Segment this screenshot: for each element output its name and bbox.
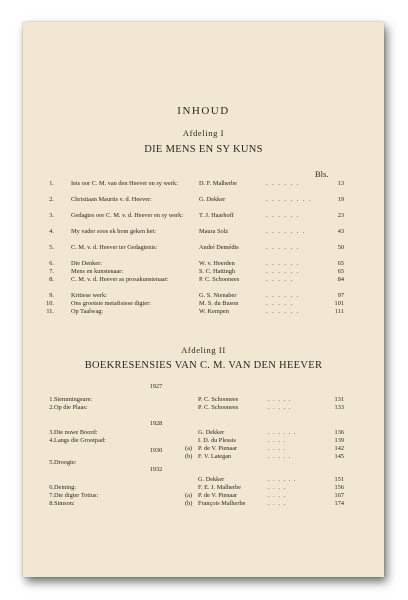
entry-leader-dots: . . . . .: [266, 300, 294, 307]
toc-entry: [40, 180, 380, 190]
entry-ref: (a): [185, 445, 192, 452]
review-entry: [40, 500, 380, 510]
entry-number: 4.: [49, 437, 54, 444]
entry-title: Die Denker:: [71, 260, 102, 267]
part2-title: BOEKRESENSIES VAN C. M. VAN DEN HEEVER: [84, 360, 323, 371]
entry-title: Simson:: [54, 500, 75, 507]
entry-leader-dots: . . . . . .: [268, 476, 297, 483]
entry-title: Op Taalwag:: [71, 308, 104, 315]
entry-number: 8.: [49, 276, 54, 283]
entry-title: Droogte:: [54, 459, 77, 466]
entry-title: My vader soos ek hom geken het:: [71, 228, 156, 235]
review-year: 1928: [149, 420, 163, 427]
entry-number: 10.: [46, 300, 54, 307]
entry-page-number: 111: [335, 308, 344, 315]
toc-entry: [40, 196, 380, 206]
review-year: 1930: [149, 447, 163, 454]
entry-title: Mens en kunstenaar:: [71, 268, 124, 275]
toc-entry: [40, 308, 380, 318]
entry-leader-dots: . . . . . .: [266, 308, 300, 315]
entry-number: 8.: [49, 500, 54, 507]
entry-reviewer: F. E. J. Malherbe: [198, 484, 241, 491]
entry-title: C. M. v. d. Heever as prosakunstenaar:: [71, 276, 169, 283]
review-entry: [40, 404, 380, 414]
entry-reviewer: I. D. du Plessis: [198, 437, 236, 444]
entry-leader-dots: . . . . . .: [266, 260, 300, 267]
entry-author: André Demédts: [199, 244, 239, 251]
entry-author: G. S. Nienaber: [199, 292, 237, 299]
entry-number: 2.: [49, 196, 54, 203]
book-page: [23, 22, 384, 577]
entry-title: Langs die Grootpad:: [54, 437, 106, 444]
entry-leader-dots: . . . . .: [268, 404, 292, 411]
entry-title: Deining:: [54, 484, 77, 491]
entry-reviewer: P. de V. Pienaar: [198, 445, 238, 452]
entry-page-number: 131: [334, 396, 344, 403]
entry-page-number: 13: [337, 180, 344, 187]
toc-entry: [40, 228, 380, 238]
entry-author: S. C. Hattingh: [199, 268, 236, 275]
entry-number: 3.: [49, 429, 54, 436]
entry-number: 11.: [46, 308, 54, 315]
entry-number: 9.: [49, 292, 54, 299]
entry-leader-dots: . . . . . .: [266, 244, 300, 251]
toc-entry: [40, 212, 380, 222]
entry-page-number: 43: [337, 228, 344, 235]
entry-author: W. v. Heerden: [199, 260, 235, 267]
entry-leader-dots: . . . . .: [266, 276, 294, 283]
entry-author: W. Kempen: [199, 308, 229, 315]
entry-leader-dots: . . . . . . . .: [266, 196, 313, 203]
entry-ref: (b): [185, 453, 193, 460]
entry-number: 7.: [49, 492, 54, 499]
entry-leader-dots: . . . . .: [268, 396, 292, 403]
entry-leader-dots: . . . . . . .: [266, 228, 306, 235]
entry-number: 5.: [49, 459, 54, 466]
toc-entry: [40, 276, 380, 286]
part1-title: DIE MENS EN SY KUNS: [144, 144, 263, 155]
entry-leader-dots: . . . . . .: [266, 292, 300, 299]
entry-page-number: 156: [334, 484, 344, 491]
entry-page-number: 133: [334, 404, 344, 411]
entry-author: M. S. du Buson: [199, 300, 239, 307]
entry-number: 4.: [49, 228, 54, 235]
part2-label: Afdeling II: [181, 345, 226, 355]
entry-page-number: 19: [337, 196, 344, 203]
entry-leader-dots: . . . . . .: [266, 180, 300, 187]
entry-author: P. C. Schoonees: [199, 276, 240, 283]
entry-page-number: 167: [334, 492, 344, 499]
entry-leader-dots: . . . . . .: [266, 268, 300, 275]
entry-number: 6.: [49, 260, 54, 267]
pages-column-header: Bls.: [315, 169, 329, 179]
entry-page-number: 65: [337, 260, 344, 267]
entry-leader-dots: . . . .: [268, 445, 287, 452]
entry-author: Maura Solz: [199, 228, 229, 235]
entry-reviewer: François Malherbe: [198, 500, 246, 507]
entry-number: 1.: [49, 396, 54, 403]
entry-reviewer: F. V. Lategan: [198, 453, 232, 460]
entry-number: 1.: [49, 180, 54, 187]
entry-reviewer: G. Dekker: [198, 476, 225, 483]
entry-page-number: 101: [334, 300, 344, 307]
entry-page-number: 145: [334, 453, 344, 460]
entry-page-number: 174: [334, 500, 344, 507]
entry-number: 7.: [49, 268, 54, 275]
entry-page-number: 50: [337, 244, 344, 251]
entry-title: Gedagtes oor C. M. v. d. Heever en sy werk:: [71, 212, 184, 219]
entry-title: Iets oor C. M. van den Heever en sy werk:: [71, 180, 178, 187]
entry-title: Die digter Totius:: [54, 492, 99, 499]
entry-ref: (a): [185, 492, 192, 499]
entry-page-number: 65: [337, 268, 344, 275]
entry-leader-dots: . . . . .: [268, 453, 292, 460]
entry-reviewer: P. de V. Pienaar: [198, 492, 238, 499]
entry-number: 5.: [49, 244, 54, 251]
entry-leader-dots: . . . .: [268, 437, 287, 444]
entry-title: Die nuwe Boord:: [54, 429, 98, 436]
entry-leader-dots: . . . . . .: [266, 212, 300, 219]
entry-page-number: 142: [334, 445, 344, 452]
entry-title: Kritiese werk:: [71, 292, 107, 299]
toc-entry: [40, 244, 380, 254]
entry-title: Ons grootste metafisiese digter:: [71, 300, 151, 307]
entry-author: G. Dekker: [199, 196, 226, 203]
entry-page-number: 151: [334, 476, 344, 483]
entry-page-number: 97: [337, 292, 344, 299]
review-entry: [40, 459, 380, 469]
entry-reviewer: P. C. Schoonees: [198, 404, 239, 411]
entry-title: C. M. v. d. Heever ter Gedagtenis:: [71, 244, 158, 251]
entry-leader-dots: . . . .: [268, 500, 287, 507]
entry-leader-dots: . . . .: [268, 484, 287, 491]
entry-author: D. F. Malherbe: [199, 180, 237, 187]
entry-page-number: 23: [337, 212, 344, 219]
entry-reviewer: P. C. Schoonees: [198, 396, 239, 403]
entry-ref: (b): [185, 500, 193, 507]
entry-page-number: 136: [334, 429, 344, 436]
review-year: 1932: [149, 466, 163, 473]
entry-title: Stemmingsure:: [54, 396, 93, 403]
entry-leader-dots: . . . .: [268, 492, 287, 499]
entry-title: Christiaan Maurits v. d. Heever:: [71, 196, 152, 203]
review-year: 1927: [149, 383, 163, 390]
entry-leader-dots: . . . . . .: [268, 429, 297, 436]
page-heading: INHOUD: [177, 105, 230, 117]
entry-reviewer: G. Dekker: [198, 429, 225, 436]
entry-number: 3.: [49, 212, 54, 219]
entry-page-number: 139: [334, 437, 344, 444]
entry-number: 6.: [49, 484, 54, 491]
entry-title: Op die Plaas:: [54, 404, 88, 411]
entry-number: 2.: [49, 404, 54, 411]
part1-label: Afdeling I: [182, 128, 225, 138]
entry-author: T. J. Haarhoff: [199, 212, 234, 219]
entry-page-number: 84: [337, 276, 344, 283]
